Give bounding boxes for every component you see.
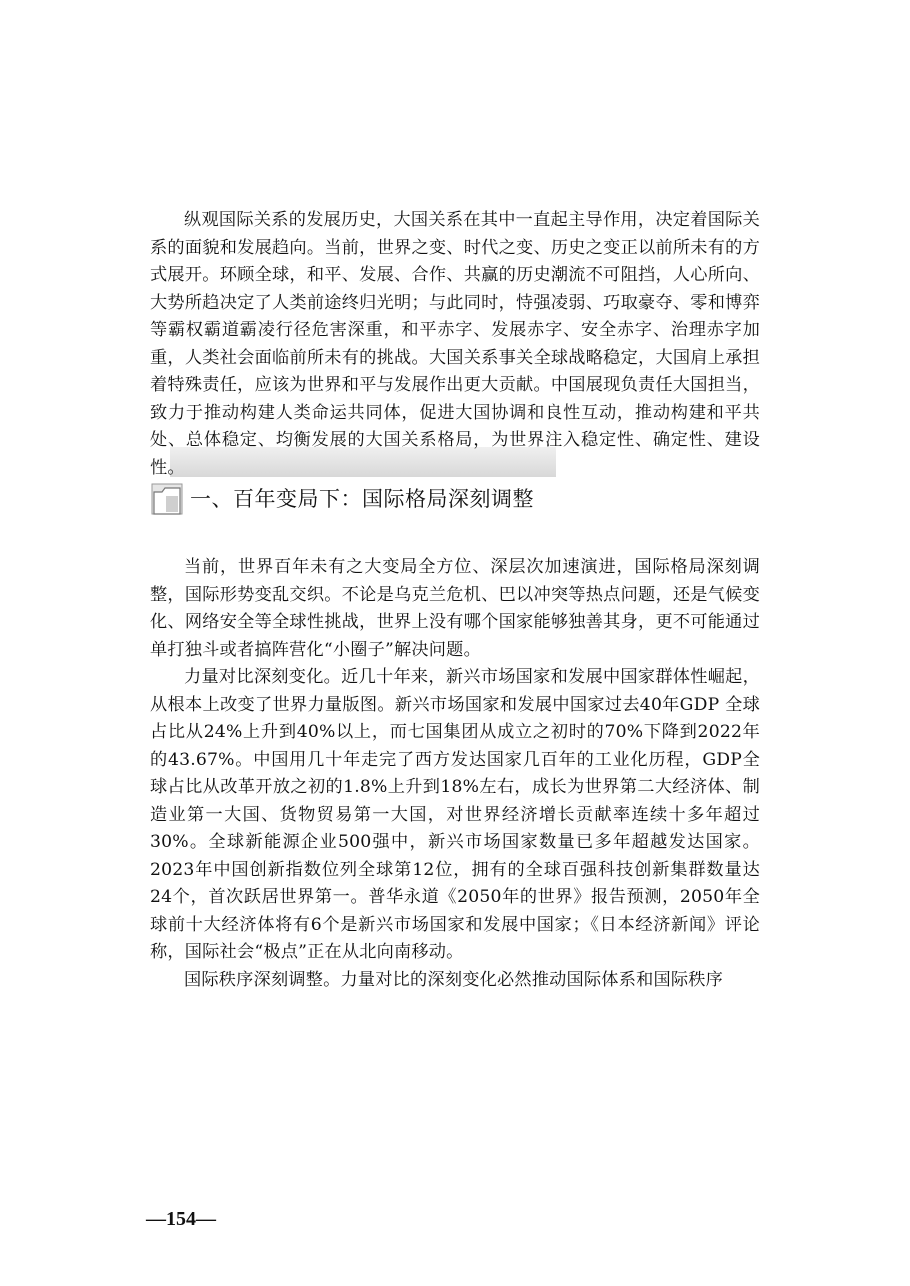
body-paragraph: 国际秩序深刻调整。力量对比的深刻变化必然推动国际体系和国际秩序 — [184, 969, 724, 990]
page-number: —154— — [146, 1208, 216, 1230]
body-text — [150, 554, 760, 994]
section-title: 一、百年变局下：国际格局深刻调整 — [190, 487, 534, 511]
body-paragraph: 力量对比深刻变化。近几十年来，新兴市场国家和发展中国家群体性崛起，从根本上改变了世界力量版图。新兴市场国家和发展中国家过去40年GDP 全球占比从24%上升到40%以上，而七国集团从成立之初时的70%下降到2022年的43.67%。中国用几十年走完了西方发达国家几百年的工业化历程，GDP全球占比从改革开放之初的1.8%上升到18%左右，成长为世界第二大经济体、制造业第一大国、货物贸易第一大国，对世界经济增长贡献率连续十多年超过30%。全球新能源企业500强中，新兴市场国家数量已多年超越发达国家。2023年中国创新指数位列全球第12位，拥有的全球百强科技创新集群数量达24个，首次跃居世界第一。普华永道《2050年的世界》报告预测，2050年全球前十大经济体将有6个是新兴市场国家和发展中国家；《日本经济新闻》评论称，国际社会“极点”正在从北向南移动。 — [150, 667, 760, 962]
folder-icon — [150, 480, 186, 516]
body-paragraph: 当前，世界百年未有之大变局全方位、深层次加速演进，国际格局深刻调整，国际形势变乱交织。不论是乌克兰危机、巴以冲突等热点问题，还是气候变化、网络安全等全球性挑战，世界上没有哪个国家能够独善其身，更不可能通过单打独斗或者搞阵营化“小圈子”解决问题。 — [150, 557, 760, 660]
intro-paragraph: 纵观国际关系的发展历史，大国关系在其中一直起主导作用，决定着国际关系的面貌和发展趋向。当前，世界之变、时代之变、历史之变正以前所未有的方式展开。环顾全球，和平、发展、合作、共赢的历史潮流不可阻挡，人心所向、大势所趋决定了人类前途终归光明；与此同时，恃强凌弱、巧取豪夺、零和博弈等霸权霸道霸凌行径危害深重，和平赤字、发展赤字、安全赤字、治理赤字加重，人类社会面临前所未有的挑战。大国关系事关全球战略稳定，大国肩上承担着特殊责任，应该为世界和平与发展作出更大贡献。中国展现负责任大国担当，致力于推动构建人类命运共同体，促进大国协调和良性互动，推动构建和平共处、总体稳定、均衡发展的大国关系格局，为世界注入稳定性、确定性、建设性。 — [150, 210, 760, 478]
section-heading — [150, 478, 534, 518]
